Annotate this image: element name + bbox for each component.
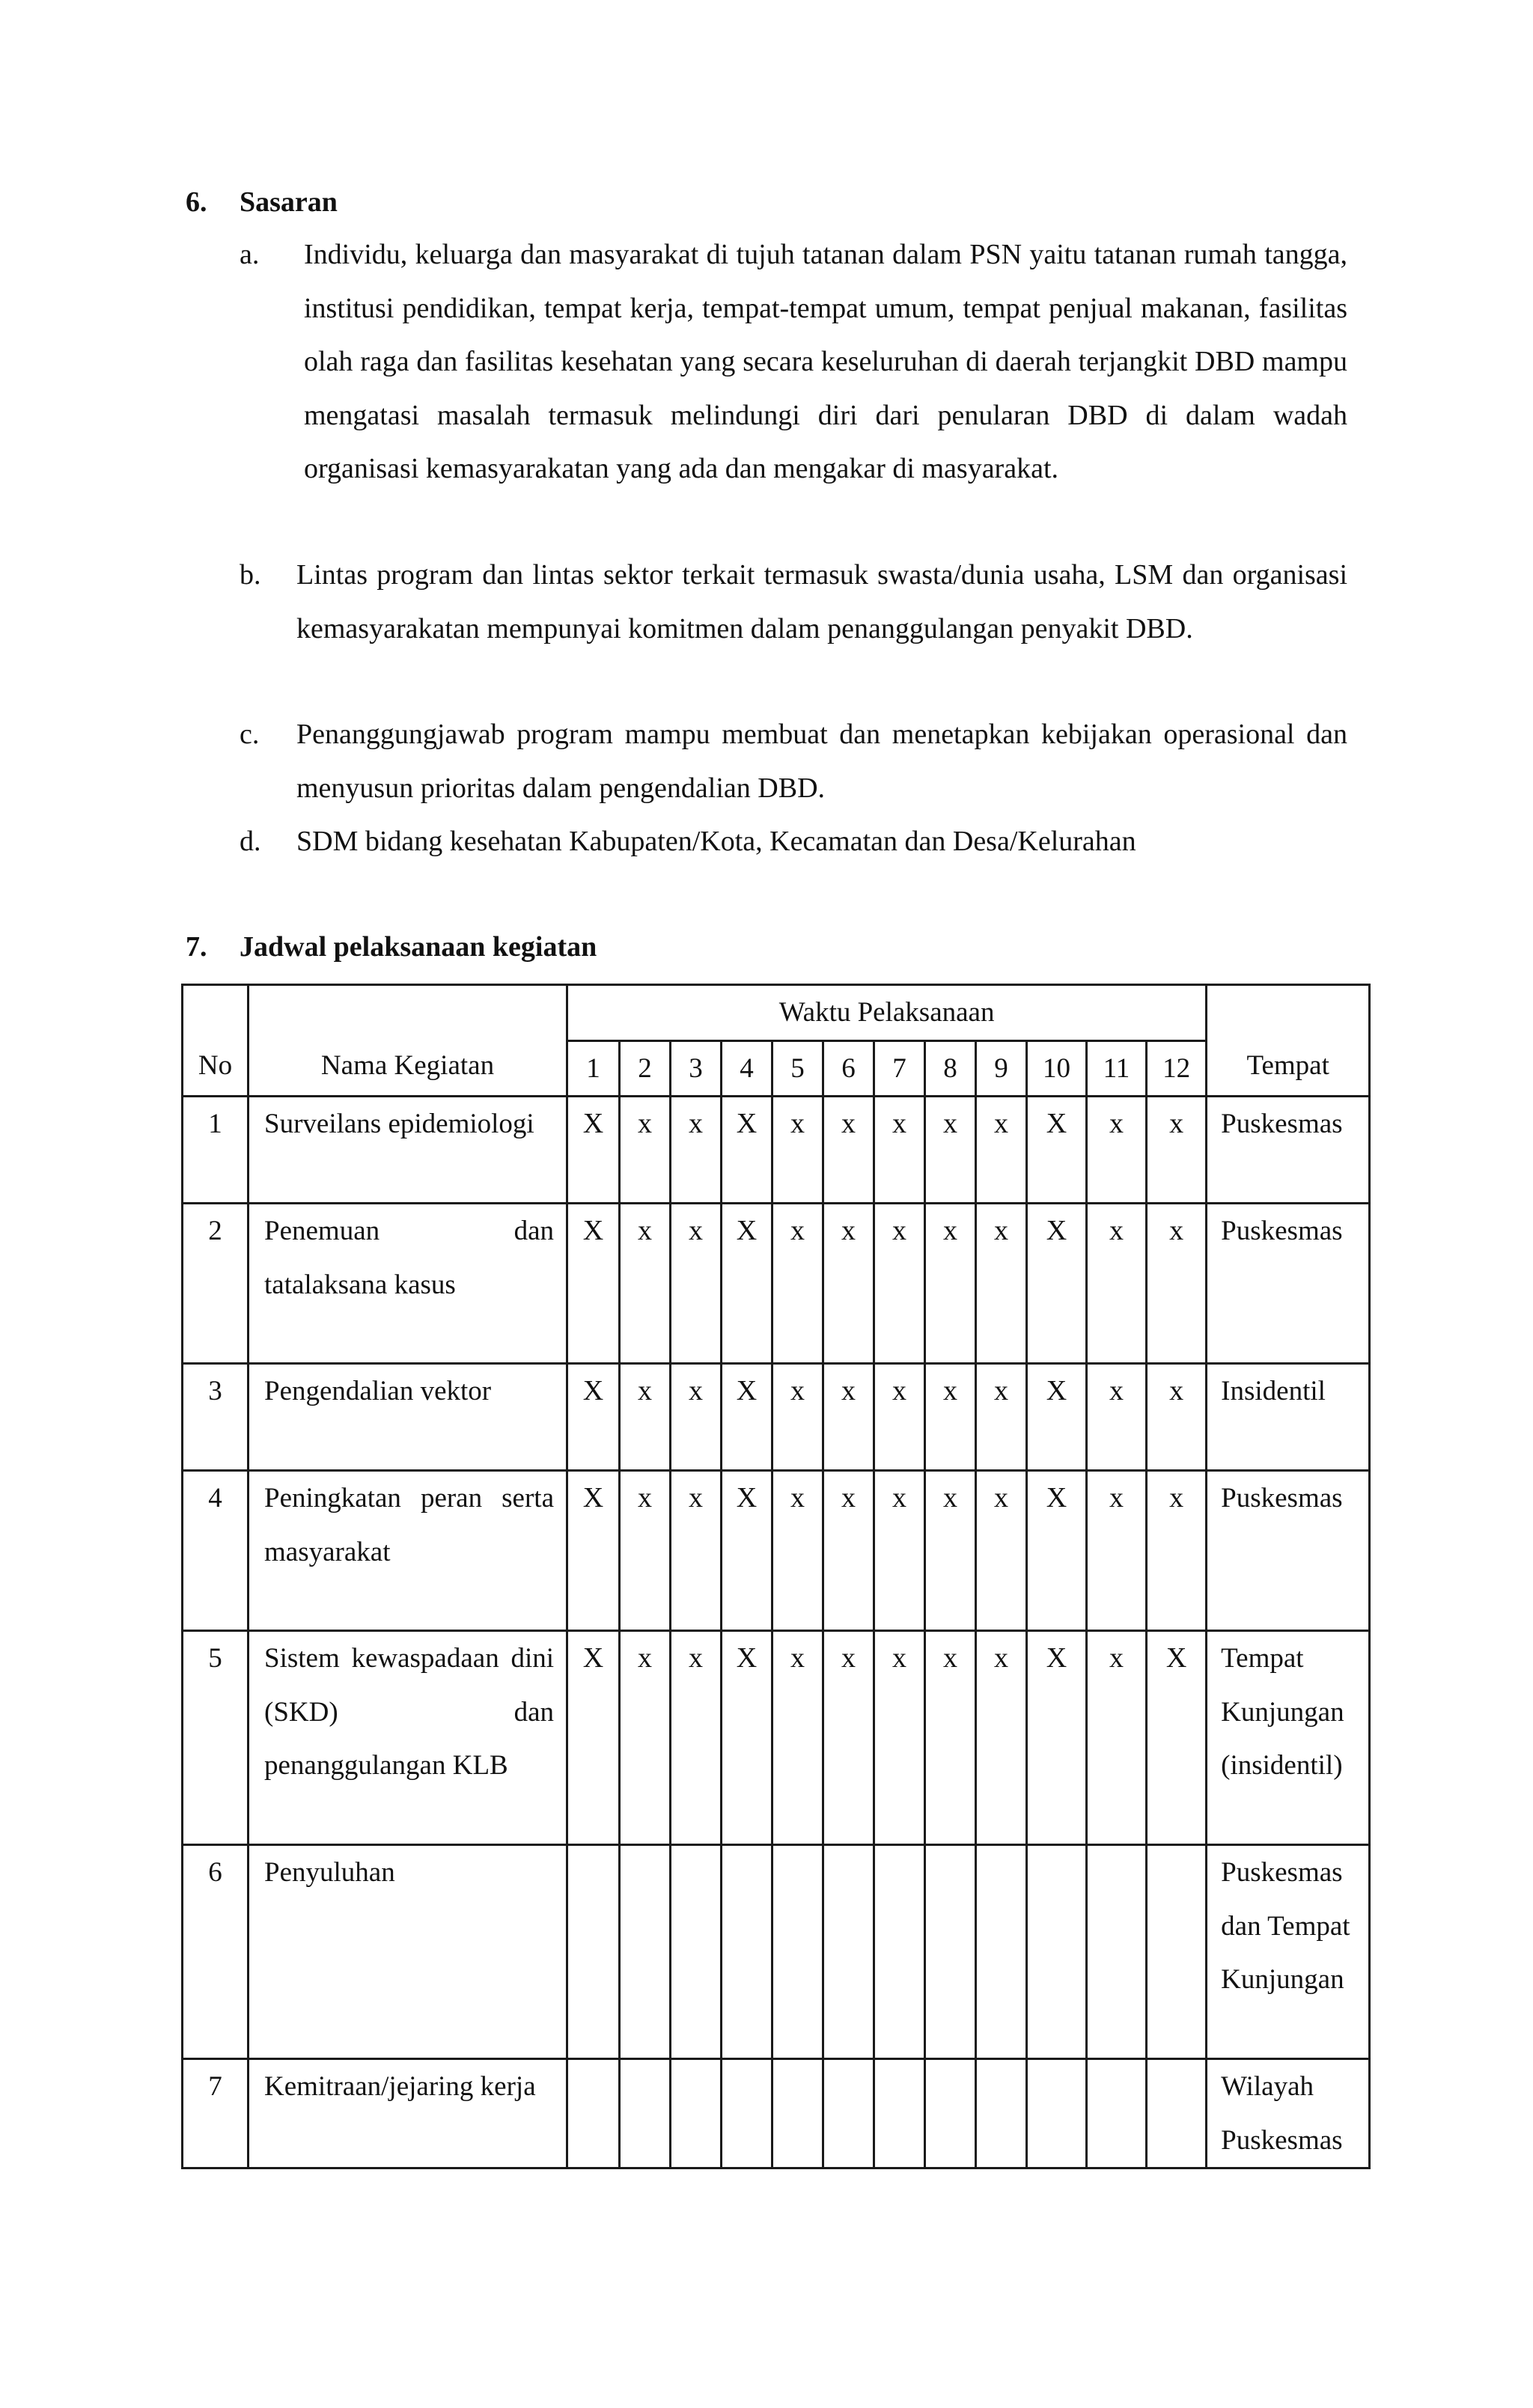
month-mark-12 bbox=[1147, 2059, 1207, 2168]
month-mark-5: x bbox=[772, 1631, 823, 1845]
section-7-heading bbox=[186, 930, 597, 964]
month-mark-4: X bbox=[722, 1097, 772, 1204]
month-mark-6 bbox=[823, 2059, 874, 2168]
header-month-12: 12 bbox=[1147, 1040, 1207, 1097]
month-mark-2: x bbox=[620, 1097, 671, 1204]
activity-name-cell bbox=[249, 1364, 567, 1471]
month-mark-11: x bbox=[1087, 1631, 1147, 1845]
activity-name: Sistem kewaspadaan dini (SKD) dan penanggulangan KLB bbox=[264, 1643, 554, 1781]
item-text: Individu, keluarga dan masyarakat di tujuh tatanan dalam PSN yaitu tatanan rumah tangga, institusi pendidikan, tempat kerja, tempat-tempat umum, tempat penjual makanan, fasilitas olah raga dan fasilitas kesehatan yang secara keseluruhan di daerah terjangkit DBD mampu mengatasi masalah termasuk melindungi diri dari penularan DBD di dalam wadah organisasi kemasyarakatan yang ada dan mengakar di masyarakat. bbox=[304, 239, 1347, 484]
month-mark-12 bbox=[1147, 1845, 1207, 2059]
header-month-3: 3 bbox=[671, 1040, 722, 1097]
month-mark-12: X bbox=[1147, 1631, 1207, 1845]
month-mark-9 bbox=[976, 1845, 1027, 2059]
month-mark-2: x bbox=[620, 1631, 671, 1845]
activity-name-cell bbox=[249, 1471, 567, 1631]
month-mark-8 bbox=[925, 2059, 976, 2168]
month-mark-1 bbox=[567, 2059, 620, 2168]
header-place: Tempat bbox=[1207, 985, 1370, 1097]
activity-place: Puskesmas dan Tempat Kunjungan bbox=[1207, 1845, 1370, 2059]
header-month-7: 7 bbox=[874, 1040, 925, 1097]
month-mark-10 bbox=[1027, 1845, 1087, 2059]
table-row bbox=[183, 1364, 1370, 1471]
activity-name: Kemitraan/jejaring kerja bbox=[264, 2071, 536, 2102]
month-mark-7: x bbox=[874, 1204, 925, 1364]
table-row bbox=[183, 1631, 1370, 1845]
month-mark-4 bbox=[722, 2059, 772, 2168]
month-mark-8: x bbox=[925, 1364, 976, 1471]
header-month-10: 10 bbox=[1027, 1040, 1087, 1097]
month-mark-2: x bbox=[620, 1471, 671, 1631]
row-number: 1 bbox=[183, 1097, 249, 1204]
item-letter: b. bbox=[240, 559, 261, 591]
month-mark-11 bbox=[1087, 1845, 1147, 2059]
header-month-9: 9 bbox=[976, 1040, 1027, 1097]
month-mark-8 bbox=[925, 1845, 976, 2059]
month-mark-7: x bbox=[874, 1631, 925, 1845]
month-mark-1: X bbox=[567, 1631, 620, 1845]
header-no: No bbox=[183, 985, 249, 1097]
header-time: Waktu Pelaksanaan bbox=[567, 985, 1207, 1041]
month-mark-4: X bbox=[722, 1471, 772, 1631]
target-item-b bbox=[240, 549, 1347, 656]
activity-place: Tempat Kunjungan (insidentil) bbox=[1207, 1631, 1370, 1845]
month-mark-11 bbox=[1087, 2059, 1147, 2168]
table-row bbox=[183, 1471, 1370, 1631]
row-number: 2 bbox=[183, 1204, 249, 1364]
header-row-1 bbox=[183, 985, 1370, 1041]
month-mark-11: x bbox=[1087, 1471, 1147, 1631]
month-mark-4 bbox=[722, 1845, 772, 2059]
activity-name: Penemuan dan tatalaksana kasus bbox=[264, 1216, 554, 1300]
header-month-6: 6 bbox=[823, 1040, 874, 1097]
month-mark-6: x bbox=[823, 1204, 874, 1364]
activity-place: Insidentil bbox=[1207, 1364, 1370, 1471]
month-mark-4: X bbox=[722, 1364, 772, 1471]
month-mark-1 bbox=[567, 1845, 620, 2059]
month-mark-1: X bbox=[567, 1364, 620, 1471]
activity-place: Puskesmas bbox=[1207, 1097, 1370, 1204]
month-mark-3 bbox=[671, 2059, 722, 2168]
month-mark-10: X bbox=[1027, 1097, 1087, 1204]
month-mark-9: x bbox=[976, 1471, 1027, 1631]
month-mark-8: x bbox=[925, 1631, 976, 1845]
row-number: 6 bbox=[183, 1845, 249, 2059]
section-number: 7. bbox=[186, 931, 207, 963]
month-mark-8: x bbox=[925, 1097, 976, 1204]
activity-place: Wilayah Puskesmas bbox=[1207, 2059, 1370, 2168]
section-number: 6. bbox=[186, 186, 207, 218]
activity-name-cell bbox=[249, 1204, 567, 1364]
month-mark-10: X bbox=[1027, 1631, 1087, 1845]
item-text: Lintas program dan lintas sektor terkait termasuk swasta/dunia usaha, LSM dan organisasi kemasyarakatan mempunyai komitmen dalam penanggulangan penyakit DBD. bbox=[296, 559, 1347, 644]
month-mark-3: x bbox=[671, 1204, 722, 1364]
month-mark-6: x bbox=[823, 1471, 874, 1631]
row-number: 5 bbox=[183, 1631, 249, 1845]
activity-name-cell bbox=[249, 1097, 567, 1204]
activity-place: Puskesmas bbox=[1207, 1204, 1370, 1364]
table-row bbox=[183, 1097, 1370, 1204]
item-text: SDM bidang kesehatan Kabupaten/Kota, Kecamatan dan Desa/Kelurahan bbox=[296, 826, 1136, 857]
target-item-d bbox=[240, 815, 1347, 869]
month-mark-5: x bbox=[772, 1097, 823, 1204]
month-mark-4: X bbox=[722, 1631, 772, 1845]
header-month-5: 5 bbox=[772, 1040, 823, 1097]
table-row bbox=[183, 1845, 1370, 2059]
month-mark-5: x bbox=[772, 1364, 823, 1471]
month-mark-11: x bbox=[1087, 1364, 1147, 1471]
month-mark-3: x bbox=[671, 1364, 722, 1471]
activity-name: Surveilans epidemiologi bbox=[264, 1109, 534, 1139]
month-mark-2: x bbox=[620, 1364, 671, 1471]
month-mark-9: x bbox=[976, 1631, 1027, 1845]
item-letter: d. bbox=[240, 826, 261, 857]
activity-name: Penyuluhan bbox=[264, 1857, 395, 1888]
month-mark-8: x bbox=[925, 1204, 976, 1364]
header-month-11: 11 bbox=[1087, 1040, 1147, 1097]
month-mark-9 bbox=[976, 2059, 1027, 2168]
month-mark-10 bbox=[1027, 2059, 1087, 2168]
month-mark-3 bbox=[671, 1845, 722, 2059]
month-mark-6: x bbox=[823, 1631, 874, 1845]
month-mark-3: x bbox=[671, 1097, 722, 1204]
month-mark-2 bbox=[620, 1845, 671, 2059]
month-mark-8: x bbox=[925, 1471, 976, 1631]
header-month-8: 8 bbox=[925, 1040, 976, 1097]
activity-place: Puskesmas bbox=[1207, 1471, 1370, 1631]
month-mark-3: x bbox=[671, 1471, 722, 1631]
month-mark-9: x bbox=[976, 1097, 1027, 1204]
activity-name: Pengendalian vektor bbox=[264, 1376, 492, 1406]
month-mark-7: x bbox=[874, 1471, 925, 1631]
month-mark-1: X bbox=[567, 1204, 620, 1364]
item-letter: a. bbox=[240, 239, 260, 270]
month-mark-10: X bbox=[1027, 1364, 1087, 1471]
month-mark-7: x bbox=[874, 1097, 925, 1204]
month-mark-10: X bbox=[1027, 1204, 1087, 1364]
header-name: Nama Kegiatan bbox=[249, 985, 567, 1097]
month-mark-6: x bbox=[823, 1097, 874, 1204]
section-title: Sasaran bbox=[240, 186, 338, 218]
month-mark-2: x bbox=[620, 1204, 671, 1364]
month-mark-7 bbox=[874, 2059, 925, 2168]
month-mark-5: x bbox=[772, 1471, 823, 1631]
item-letter: c. bbox=[240, 719, 260, 750]
activity-name-cell bbox=[249, 1631, 567, 1845]
month-mark-10: X bbox=[1027, 1471, 1087, 1631]
month-mark-5 bbox=[772, 2059, 823, 2168]
row-number: 4 bbox=[183, 1471, 249, 1631]
section-6-heading bbox=[186, 185, 338, 219]
month-mark-2 bbox=[620, 2059, 671, 2168]
table-row bbox=[183, 1204, 1370, 1364]
section-title: Jadwal pelaksanaan kegiatan bbox=[240, 931, 597, 963]
item-text: Penanggungjawab program mampu membuat dan menetapkan kebijakan operasional dan menyusun prioritas dalam pengendalian DBD. bbox=[296, 719, 1347, 804]
month-mark-1: X bbox=[567, 1097, 620, 1204]
month-mark-7: x bbox=[874, 1364, 925, 1471]
month-mark-12: x bbox=[1147, 1364, 1207, 1471]
month-mark-12: x bbox=[1147, 1471, 1207, 1631]
month-mark-12: x bbox=[1147, 1097, 1207, 1204]
activity-name: Peningkatan peran serta masyarakat bbox=[264, 1483, 554, 1567]
month-mark-5 bbox=[772, 1845, 823, 2059]
month-mark-9: x bbox=[976, 1364, 1027, 1471]
month-mark-11: x bbox=[1087, 1204, 1147, 1364]
header-month-4: 4 bbox=[722, 1040, 772, 1097]
month-mark-4: X bbox=[722, 1204, 772, 1364]
month-mark-6 bbox=[823, 1845, 874, 2059]
month-mark-11: x bbox=[1087, 1097, 1147, 1204]
month-mark-3: x bbox=[671, 1631, 722, 1845]
month-mark-6: x bbox=[823, 1364, 874, 1471]
row-number: 7 bbox=[183, 2059, 249, 2168]
month-mark-7 bbox=[874, 1845, 925, 2059]
target-item-a bbox=[240, 228, 1347, 496]
month-mark-5: x bbox=[772, 1204, 823, 1364]
month-mark-9: x bbox=[976, 1204, 1027, 1364]
schedule-table bbox=[181, 984, 1371, 2169]
activity-name-cell bbox=[249, 2059, 567, 2168]
month-mark-12: x bbox=[1147, 1204, 1207, 1364]
target-item-c bbox=[240, 708, 1347, 815]
row-number: 3 bbox=[183, 1364, 249, 1471]
activity-name-cell bbox=[249, 1845, 567, 2059]
table-row bbox=[183, 2059, 1370, 2168]
header-month-2: 2 bbox=[620, 1040, 671, 1097]
header-month-1: 1 bbox=[567, 1040, 620, 1097]
month-mark-1: X bbox=[567, 1471, 620, 1631]
